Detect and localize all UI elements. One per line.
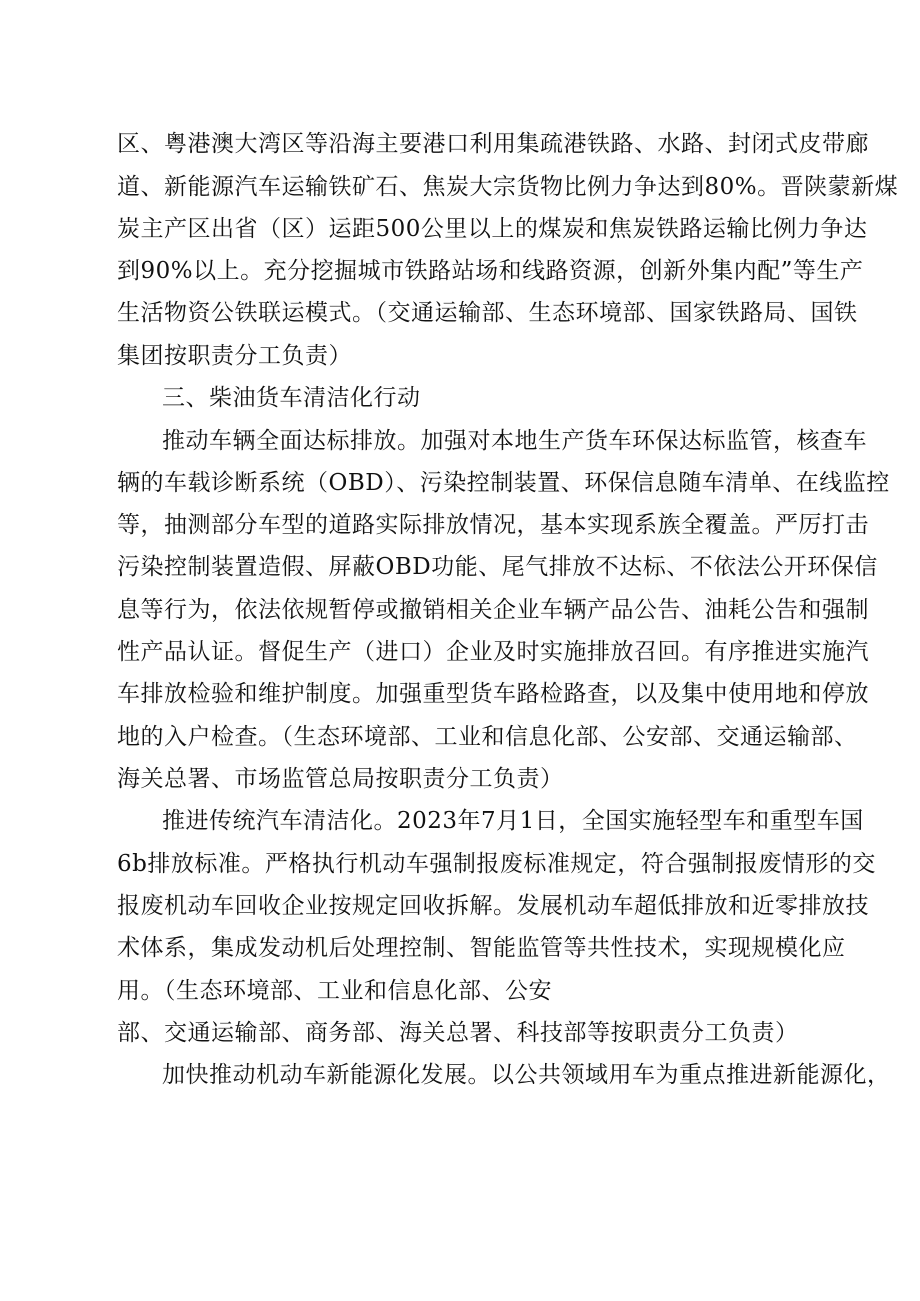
text-line: 集团按职责分工负责） <box>117 343 352 369</box>
text-line: 区、粤港澳大湾区等沿海主要港口利用集疏港铁路、水路、封闭式皮带廊 <box>117 131 869 157</box>
text-line: 推进传统汽车清洁化。2023年7月1日，全国实施轻型车和重型车国 <box>162 808 864 834</box>
text-line: 息等行为，依法依规暂停或撤销相关企业车辆产品公告、油耗公告和强制 <box>117 597 869 623</box>
section-heading: 三、柴油货车清洁化行动 <box>162 385 421 411</box>
text-line: 辆的车载诊断系统（OBD）、污染控制装置、环保信息随车清单、在线监控 <box>117 470 890 496</box>
text-line: 推动车辆全面达标排放。加强对本地生产货车环保达标监管，核查车 <box>162 428 867 454</box>
text-line: 等，抽测部分车型的道路实际排放情况，基本实现系族全覆盖。严厉打击 <box>117 512 869 538</box>
text-line: 加快推动机动车新能源化发展。以公共领域用车为重点推进新能源化， <box>162 1062 891 1088</box>
text-line: 车排放检验和维护制度。加强重型货车路检路查，以及集中使用地和停放 <box>117 681 869 707</box>
text-line: 生活物资公铁联运模式。（交通运输部、生态环境部、国家铁路局、国铁 <box>117 300 858 326</box>
text-line: 海关总署、市场监管总局按职责分工负责） <box>117 766 564 792</box>
text-line: 性产品认证。督促生产（进口）企业及时实施排放召回。有序推进实施汽 <box>117 639 869 665</box>
text-line: 术体系，集成发动机后处理控制、智能监管等共性技术，实现规模化应 <box>117 935 846 961</box>
text-line: 6b排放标准。严格执行机动车强制报废标准规定，符合强制报废情形的交 <box>117 851 876 877</box>
text-line: 污染控制装置造假、屏蔽OBD功能、尾气排放不达标、不依法公开环保信 <box>117 554 878 580</box>
text-line: 到90%以上。充分挖掘城市铁路站场和线路资源，创新外集内配”等生产 <box>117 258 864 284</box>
text-line: 道、新能源汽车运输铁矿石、焦炭大宗货物比例力争达到80%。晋陕蒙新煤 <box>117 174 899 200</box>
text-line: 用。（生态环境部、工业和信息化部、公安 <box>117 978 552 1004</box>
text-line: 地的入户检查。（生态环境部、工业和信息化部、公安部、交通运输部、 <box>117 724 858 750</box>
text-line: 部、交通运输部、商务部、海关总署、科技部等按职责分工负责） <box>117 1020 799 1046</box>
text-line: 报废机动车回收企业按规定回收拆解。发展机动车超低排放和近零排放技 <box>117 893 869 919</box>
text-line: 炭主产区出省（区）运距500公里以上的煤炭和焦炭铁路运输比例力争达 <box>117 216 868 242</box>
